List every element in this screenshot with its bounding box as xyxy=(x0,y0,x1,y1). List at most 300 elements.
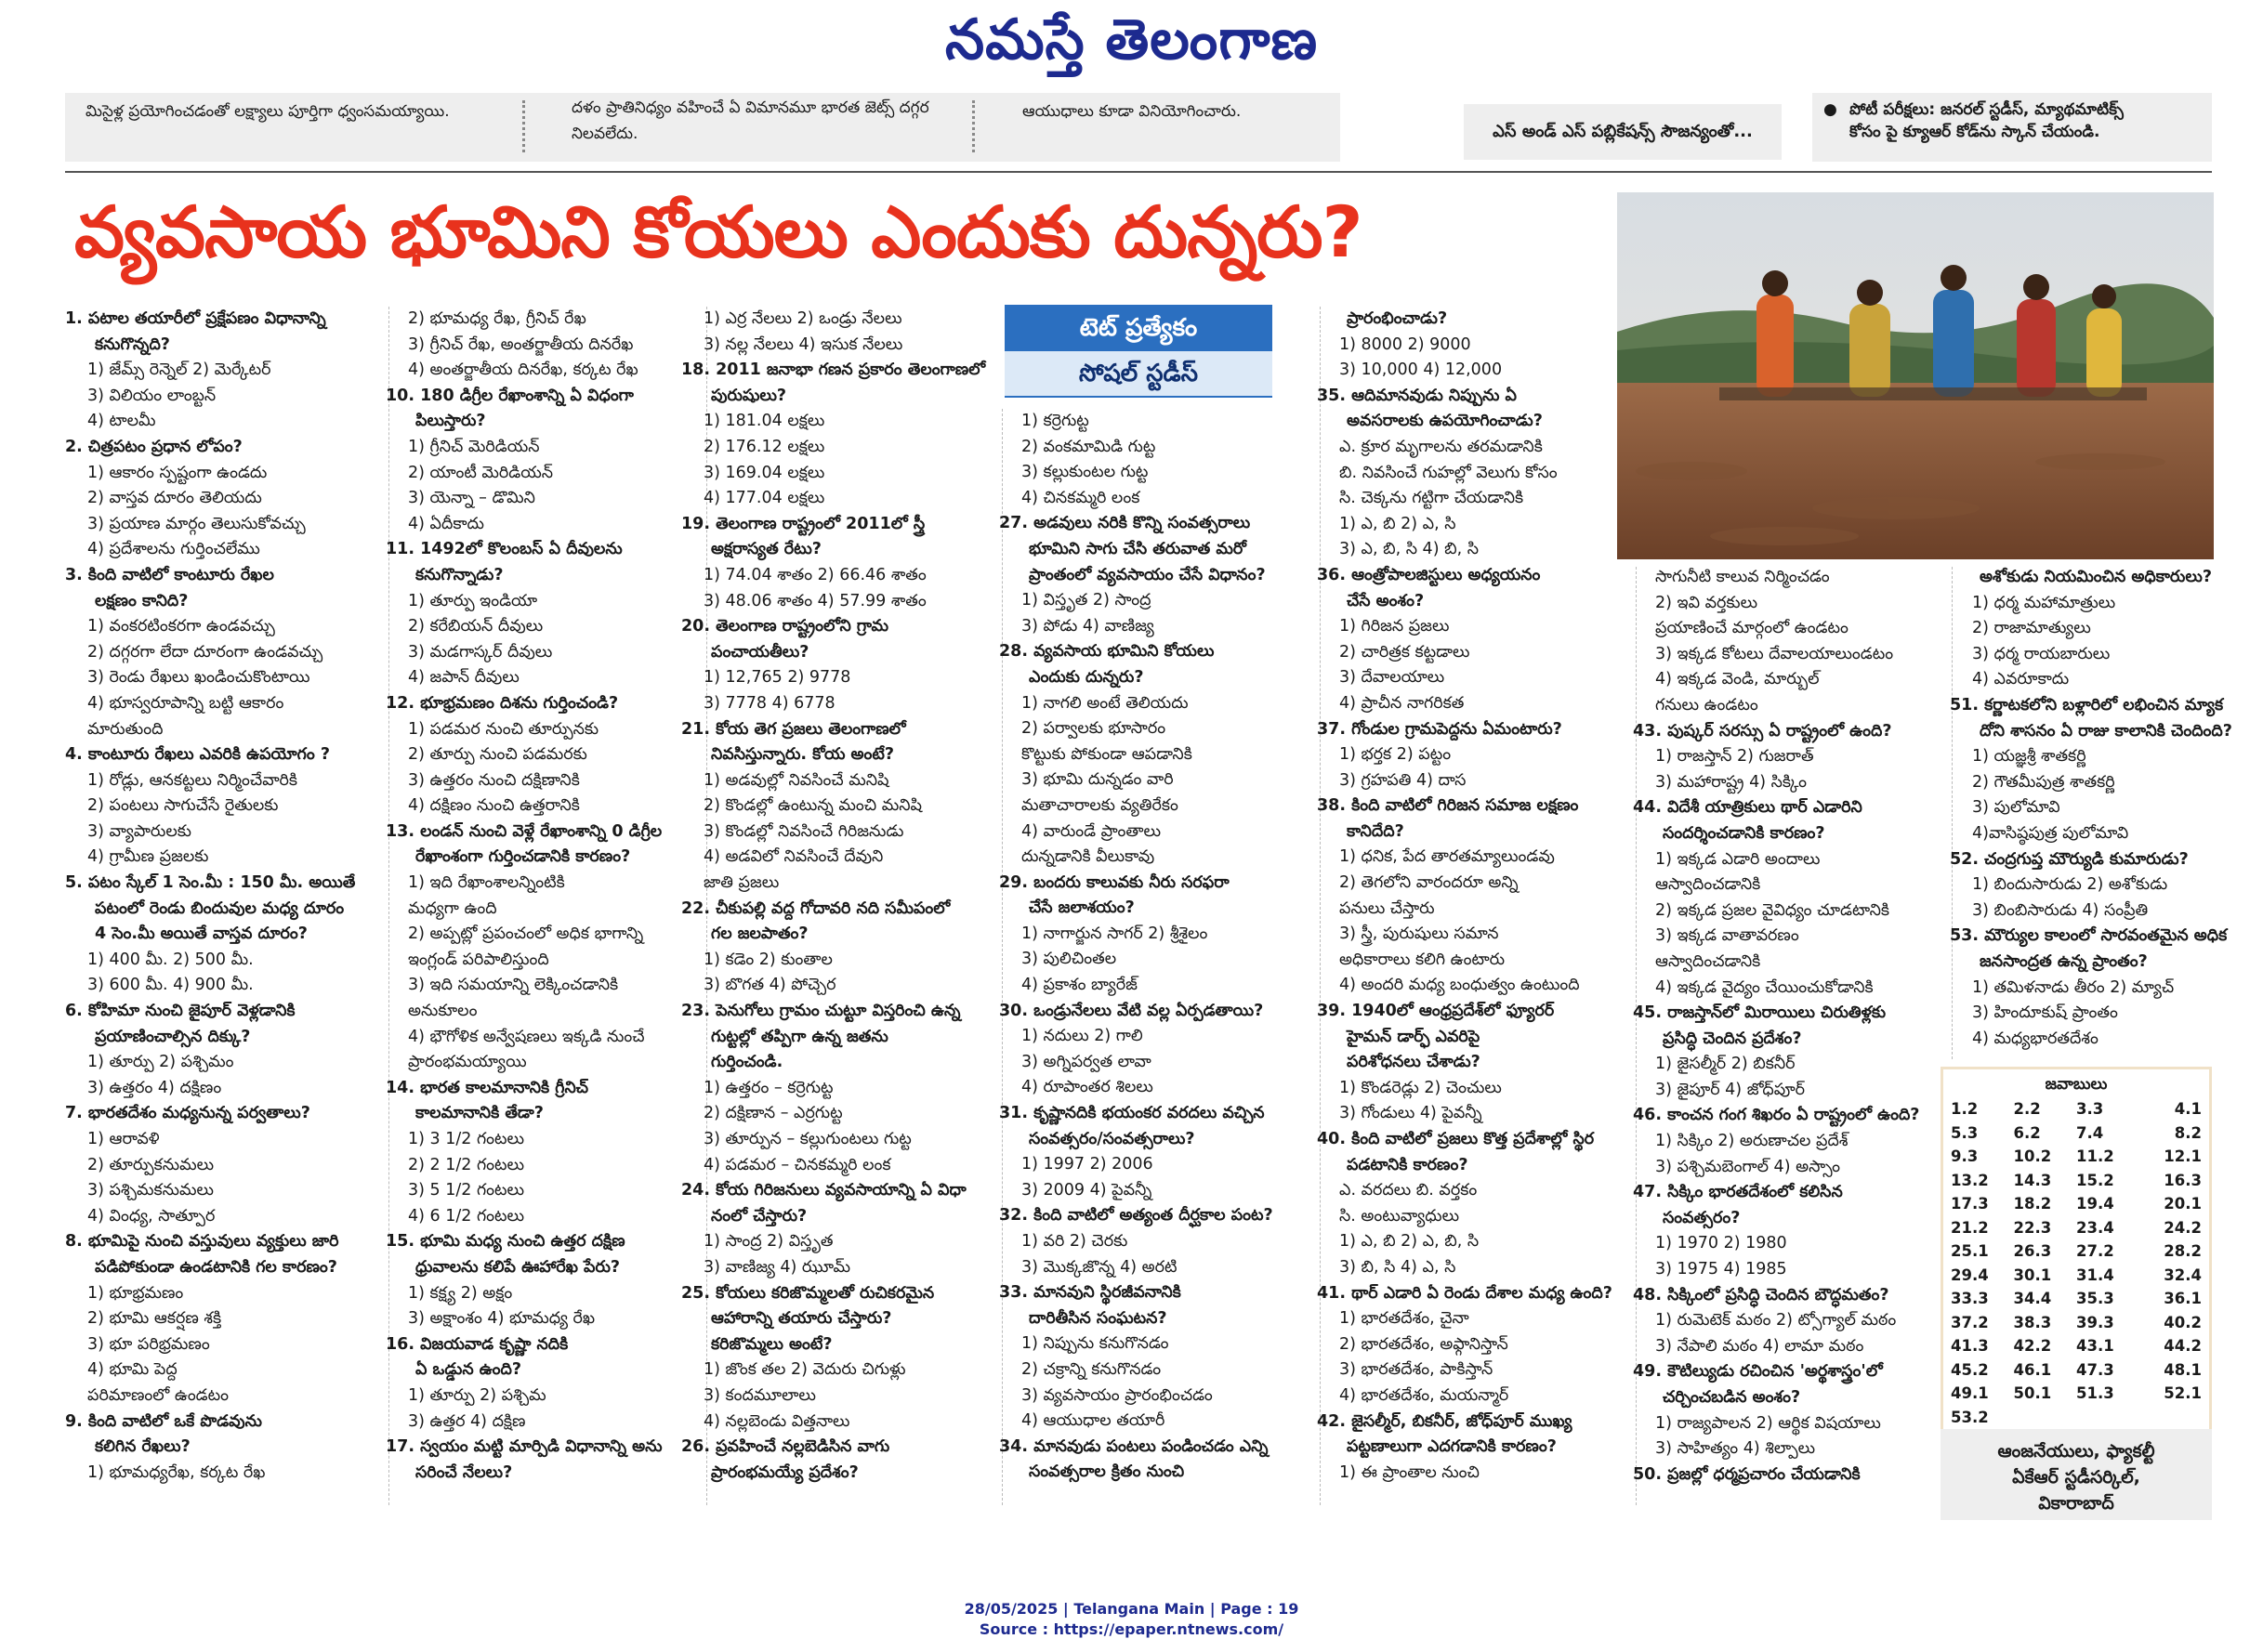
answer-option: 3) ప్రయాణ మార్గం తెలుసుకోవచ్చు xyxy=(87,514,306,533)
answer-option: 2) దక్షిణాన – ఎర్రగుట్ట xyxy=(704,1104,843,1123)
answer-option: 3) ఇది సమయాన్ని లెక్కించడానికి xyxy=(408,976,619,995)
answer-entry: 16.3 xyxy=(2164,1171,2202,1189)
answer-option: 1) రాజ్యపాలన 2) ఆర్థిక విషయాలు xyxy=(1655,1413,1881,1433)
question-text: ఒండ్రునేలలు వేటి వల్ల ఏర్పడతాయి? xyxy=(1033,1001,1264,1020)
question-column-7 xyxy=(1950,565,2232,1052)
question-text: చేసే అంశం? xyxy=(1347,591,1425,610)
answer-option: 3) భారతదేశం, పాకిస్తాన్ xyxy=(1339,1360,1493,1380)
question-text: సందర్శించడానికి కారణం? xyxy=(1663,823,1825,843)
top-strip xyxy=(65,93,2212,162)
question-column-4 xyxy=(999,409,1320,1486)
question-number: 6. xyxy=(65,1002,88,1021)
answer-entry: 28.2 xyxy=(2164,1242,2202,1260)
answer-option: 2) చక్రాన్ని కనుగొనడం xyxy=(1021,1359,1162,1379)
question-text: కోయ తెగ ప్రజలు తెలంగాణలో xyxy=(716,719,906,739)
answer-option: 1) 12,765 2) 9778 xyxy=(704,668,851,688)
question xyxy=(1317,717,1638,743)
author-place: వికారాబాద్ xyxy=(2038,1493,2114,1514)
question-column-6 xyxy=(1633,565,1954,1488)
answer-option: 3) 48.06 శాతం 4) 57.99 శాతం xyxy=(704,591,927,610)
answer-option: 1) తమిళనాడు తీరం 2) మ్యాచ్ xyxy=(1972,977,2175,997)
question-text: కరిజొమ్మలు అంటే? xyxy=(711,1334,833,1354)
question-text: పటాల తయారీలో ప్రక్షేపణం విధానాన్ని xyxy=(87,309,326,328)
question-text: 4 సెం.మీ అయితే వాస్తవ దూరం? xyxy=(95,924,308,944)
answer-option: 1) ఆరావళి xyxy=(87,1130,160,1148)
question-text: భూమిపై నుంచి వస్తువులు వ్యక్తులు జారి xyxy=(87,1232,339,1252)
answer-option: 1) నదులు 2) గాలి xyxy=(1021,1027,1143,1046)
question-text: ఆంత్రోపాలజిస్టులు అధ్యయనం xyxy=(1351,565,1541,584)
question-text: పడటానికి కారణం? xyxy=(1347,1155,1468,1174)
answer-option: కొట్టుకు పోకుండా ఆపడానికి xyxy=(1021,744,1192,764)
question xyxy=(65,1409,386,1436)
question-text: రాజస్తాన్‌లో మిరాయిలు చిరుతిళ్లకు xyxy=(1667,1003,1887,1023)
top-strip-col3: ఆయుధాలు కూడా వినియోగించారు. xyxy=(1022,102,1242,121)
answer-option: 3) 2009 4) పైవన్నీ xyxy=(1021,1180,1152,1200)
answer-option: 1) ఎ, బి 2) ఎ, బి, సి xyxy=(1339,1232,1480,1252)
question xyxy=(65,563,386,589)
question-number: 16. xyxy=(386,1334,421,1354)
question-text: నివసిస్తున్నారు. కోయ అంటే? xyxy=(711,745,895,765)
question-text: చేసే జలాశయం? xyxy=(1029,898,1135,918)
answer-option: 1) జేమ్స్ రెన్నెల్ 2) మెర్కేటర్ xyxy=(87,361,271,380)
question-number: 40. xyxy=(1317,1130,1352,1148)
question-number: 18. xyxy=(681,361,717,380)
answer-option: గనులు ఉండటం xyxy=(1655,695,1758,715)
answer-option: 3) 7778 4) 6778 xyxy=(704,693,835,713)
answer-entry: 15.2 xyxy=(2076,1171,2114,1189)
answer-option: 1) రుమెటెక్ మఠం 2) ట్సోగ్యాల్ మఠం xyxy=(1655,1311,1897,1331)
question-number: 52. xyxy=(1950,849,1985,869)
answer-option: 3) ఉత్తరం 4) దక్షిణం xyxy=(87,1078,222,1097)
question-text: కాంటూరు రేఖలు ఎవరికి ఉపయోగం ? xyxy=(87,745,330,765)
question-number: 37. xyxy=(1317,719,1352,739)
question xyxy=(681,614,1002,640)
answer-option: 4) భూస్వరూపాన్ని బట్టి ఆకారం xyxy=(87,693,284,713)
question xyxy=(386,1332,706,1358)
answer-entry: 26.3 xyxy=(2013,1242,2052,1260)
answer-entry: 53.2 xyxy=(1951,1408,1989,1426)
answer-option: ఆస్వాదించడానికి xyxy=(1655,951,1761,971)
answer-entry: 10.2 xyxy=(2013,1147,2052,1165)
answer-entry: 48.1 xyxy=(2164,1360,2202,1379)
question-text: మౌర్యుల కాలంలో సారవంతమైన అధిక xyxy=(1984,926,2228,946)
question-text: అడవులు నరికి కొన్ని సంవత్సరాలు xyxy=(1033,514,1251,533)
answer-option: 4) చినకమ్మరి లంక xyxy=(1021,488,1140,507)
answer-option: 1) ఇది రేఖాంశాలన్నింటికి xyxy=(408,873,565,893)
answer-option: 1) బిందుసారుడు 2) అశోకుడు xyxy=(1972,875,2168,895)
question-text: బందరు కాలువకు నీరు సరఫరా xyxy=(1033,872,1230,892)
answer-option: 4) 6 1/2 గంటలు xyxy=(408,1206,524,1226)
question-number: 1. xyxy=(65,309,88,328)
answer-option: సి. చెక్కను గట్టిగా చేయడానికి xyxy=(1339,489,1524,508)
question-number: 12. xyxy=(386,693,421,713)
answer-entry: 32.4 xyxy=(2164,1265,2202,1284)
answer-option: 2) తూర్పు నుంచి పడమరకు xyxy=(408,745,587,765)
question-text: కోహిమా నుంచి జైపూర్ వెళ్లడానికి xyxy=(87,1002,296,1021)
answer-option: 3) ఇక్కడ వాతావరణం xyxy=(1655,926,1799,946)
answer-option: 3) గ్రీనిచ్ రేఖ, అంతర్జాతీయ దినరేఖ xyxy=(408,334,634,354)
answer-option: 2) తెగలోని వారందరూ అన్ని xyxy=(1339,873,1519,893)
question-text: పట్టణాలుగా ఎదగడానికి కారణం? xyxy=(1347,1437,1557,1457)
answer-option: 4) అంతర్జాతీయ దినరేఖ, కర్కట రేఖ xyxy=(408,361,638,380)
answer-entry: 5.3 xyxy=(1951,1123,1979,1142)
answer-entry: 22.3 xyxy=(2013,1218,2052,1237)
answer-option: 1) సిక్కిం 2) అరుణాచల ప్రదేశ్ xyxy=(1655,1132,1849,1151)
answer-entry: 11.2 xyxy=(2076,1147,2114,1165)
answer-entry: 20.1 xyxy=(2164,1195,2202,1213)
question-number: 33. xyxy=(999,1283,1034,1303)
answer-entry: 46.1 xyxy=(2013,1360,2052,1379)
answer-option: 1) గ్రీనిచ్ మెరిడియన్ xyxy=(408,437,540,456)
question-text: 2011 జనాభా గణన ప్రకారం తెలంగాణలో xyxy=(716,361,986,380)
answer-option: 1) నిప్పును కనుగొనడం xyxy=(1021,1334,1169,1354)
answer-option: 3) పశ్చిమబెంగాల్ 4) అస్సాం xyxy=(1655,1157,1841,1176)
answer-option: 1) 400 మీ. 2) 500 మీ. xyxy=(87,950,254,969)
answer-option: 4) ఇక్కడ వైద్యం చేయించుకోడానికి xyxy=(1655,977,1874,997)
question-number: 39. xyxy=(1317,1002,1352,1021)
answer-option: 2) 176.12 లక్షలు xyxy=(704,437,825,456)
question xyxy=(1950,924,2228,950)
question-number: 5. xyxy=(65,873,88,893)
footer-date: 28/05/2025 | Telangana Main | Page : 19 xyxy=(964,1600,1299,1618)
author-institute: ఏకేఆర్ స్టడీసర్కిల్, xyxy=(2012,1467,2140,1488)
answer-option: 3) బింబిసారుడు 4) సంప్రీతి xyxy=(1972,900,2149,920)
question-number: 41. xyxy=(1317,1283,1352,1303)
top-strip-col1: మిసైళ్ల ప్రయోగించడంతో లక్ష్యాలు పూర్తిగా ధ్వంసమయ్యాయి. xyxy=(86,102,450,121)
answer-option: 3) విలియం లాంబ్టన్ xyxy=(87,386,217,405)
question xyxy=(1633,1462,1954,1488)
answer-entry: 41.3 xyxy=(1951,1337,1989,1355)
answer-entry: 35.3 xyxy=(2076,1290,2114,1307)
question-text: లక్షణం కానిది? xyxy=(95,591,189,610)
question-text: అశోకుడు నియమించిన అధికారులు? xyxy=(1980,568,2212,586)
separator xyxy=(972,100,977,152)
question-text: ప్రజల్లో ధర్మప్రచారం చేయడానికి xyxy=(1667,1464,1861,1484)
answer-option: 4) గ్రామీణ ప్రజలకు xyxy=(87,847,209,867)
question-number: 29. xyxy=(999,872,1034,892)
question-text: భారత కాలమానానికి గ్రీనిచ్ xyxy=(420,1078,589,1097)
question-text: థార్ ఎడారి ఏ రెండు దేశాల మధ్య ఉంది? xyxy=(1351,1283,1612,1303)
author-credit xyxy=(1941,1429,2212,1520)
answer-entry: 9.3 xyxy=(1951,1147,1979,1165)
question-text: పంచాయతీలు? xyxy=(711,642,809,662)
answer-option: 3) బొగత 4) పోచ్చెర xyxy=(704,976,836,995)
question-text: పుష్కర్ సరస్సు ఏ రాష్ట్రంలో ఉంది? xyxy=(1667,721,1892,741)
question xyxy=(681,512,1002,538)
question-text: నంలో చేస్తారు? xyxy=(711,1206,808,1226)
question-number: 45. xyxy=(1633,1003,1668,1023)
question-number: 17. xyxy=(386,1437,421,1457)
question-text: పిలుస్తారు? xyxy=(415,412,486,431)
question xyxy=(65,1101,386,1127)
answer-entry: 34.4 xyxy=(2013,1290,2052,1307)
question-number: 2. xyxy=(65,437,88,456)
question xyxy=(1317,563,1638,589)
question-text: కింది వాటిలో ప్రజలు కొత్త ప్రదేశాల్లో స్థిర xyxy=(1351,1130,1595,1148)
answer-entry: 4.1 xyxy=(2174,1100,2202,1118)
question-number: 4. xyxy=(65,745,88,765)
question-text: గుర్తించండి. xyxy=(711,1053,783,1072)
top-strip-qr-note xyxy=(1812,93,2212,162)
answer-option: 1) కక్ష్య 2) అక్షం xyxy=(408,1283,513,1303)
answer-option: 1) తూర్పు 2) పశ్చిమం xyxy=(87,1053,234,1072)
answer-entry: 49.1 xyxy=(1951,1384,1989,1402)
question-text: కాలమానానికి తేడా? xyxy=(415,1104,544,1123)
answer-entry: 18.2 xyxy=(2013,1195,2052,1213)
question-text: సరించే నేలలు? xyxy=(415,1462,513,1482)
question-text: గుట్టల్లో తప్పిగా ఉన్న జతను xyxy=(711,1027,888,1046)
answer-option: బి. నివసించే గుహల్లో వెలుగు కోసం xyxy=(1339,463,1558,482)
answer-option: ఇంగ్లండ్ పరిపాలిస్తుంది xyxy=(408,950,549,969)
answer-option: 3) భూ పరిభ్రమణం xyxy=(87,1334,210,1354)
question xyxy=(681,1178,1002,1204)
question-text: భారతదేశం మధ్యనున్న పర్వతాలు? xyxy=(87,1104,310,1123)
answer-option: 4) వారుండే ప్రాంతాలు xyxy=(1021,821,1161,841)
answer-option: 2) దగ్గరగా లేదా దూరంగా ఉండవచ్చు xyxy=(87,642,323,662)
answer-key-title: జవాబులు xyxy=(2045,1075,2108,1094)
question-number: 13. xyxy=(386,821,421,841)
answer-option: మధ్యగా ఉంది xyxy=(408,898,497,918)
answer-entry: 24.2 xyxy=(2164,1218,2202,1237)
answer-option: 1) గిరిజన ప్రజలు xyxy=(1339,617,1450,636)
question-text: చంద్రగుప్త మౌర్యుడి కుమారుడు? xyxy=(1984,849,2189,869)
question-text: జైసల్మీర్, బికనీర్, జోధ్‌పూర్ ముఖ్య xyxy=(1351,1411,1572,1431)
question-number: 20. xyxy=(681,617,717,636)
question-text: కర్ణాటకలోని బళ్లారిలో లభించిన మ్యాక xyxy=(1984,695,2224,715)
answer-entry: 17.3 xyxy=(1951,1195,1989,1213)
answer-option: 4) ప్రాచీన నాగరికత xyxy=(1339,693,1465,713)
question xyxy=(1633,1103,1954,1129)
answer-option: 3) పశ్చిమకనుమలు xyxy=(87,1181,214,1200)
question-text: ధ్రువాలను కలిపే ఊహారేఖ పేరు? xyxy=(415,1257,621,1277)
question-text: కింది వాటిలో కాంటూరు రేఖల xyxy=(87,565,274,584)
answer-option: 3) గ్రహపతి 4) దాస xyxy=(1339,770,1467,790)
question-text: కానిదేది? xyxy=(1347,821,1404,841)
answer-option: 3) ధర్మ రాయబారులు xyxy=(1972,644,2111,663)
answer-option: 4) ఎవరూకాదు xyxy=(1972,670,2070,689)
question-text: పురుషులు? xyxy=(711,386,787,405)
answer-option: 4) ఆయుధాల తయారీ xyxy=(1021,1411,1165,1431)
answer-option: 3) వ్యవసాయం ప్రారంభించడం xyxy=(1021,1385,1213,1405)
answer-option: 2) పర్వాలకు భూసారం xyxy=(1021,719,1166,739)
answer-option: 3) అక్షాంశం 4) భూమధ్య రేఖ xyxy=(408,1309,596,1329)
question xyxy=(999,1435,1320,1461)
answer-option: 2) 2 1/2 గంటలు xyxy=(408,1155,524,1174)
question-number: 26. xyxy=(681,1437,717,1457)
question-text: ప్రారంభమయ్యే ప్రదేశం? xyxy=(711,1462,859,1482)
answer-option: 4) రూపాంతర శిలలు xyxy=(1021,1078,1153,1097)
question-text: కృష్ణానదికి భయంకర వరదలు వచ్చిన xyxy=(1033,1104,1265,1123)
question-text: హైమన్ డార్ఫ్ ఎవరిపై xyxy=(1347,1027,1480,1046)
answer-option: 1) జొంక తల 2) వెదురు చిగుళ్లు xyxy=(704,1360,906,1380)
answer-option: 1) జైసల్మీర్ 2) బికనీర్ xyxy=(1655,1055,1796,1074)
answer-option: 1) ధర్మ మహామాత్రులు xyxy=(1972,593,2116,612)
question xyxy=(681,1281,1002,1307)
answer-option: 1) భారతదేశం, చైనా xyxy=(1339,1309,1469,1329)
answer-option: 1) రాజస్తాన్ 2) గుజరాత్ xyxy=(1655,747,1814,767)
question-number: 42. xyxy=(1317,1411,1352,1431)
question xyxy=(386,1229,706,1255)
question-column-3 xyxy=(681,307,1002,1486)
question-text: జనసాంద్రత ఉన్న ప్రాంతం? xyxy=(1980,951,2148,971)
answer-option: 4) భారతదేశం, మయన్మార్ xyxy=(1339,1385,1509,1405)
answer-option: 3) ఉత్తర 4) దక్షిణ xyxy=(408,1411,526,1431)
answer-entry: 52.1 xyxy=(2164,1384,2202,1402)
question-text: తెలంగాణ రాష్ట్రంలోని గ్రామ xyxy=(716,617,888,636)
answer-option: 2) చారిత్రక కట్టడాలు xyxy=(1339,642,1470,662)
question-text: గోండుల గ్రామపెద్దను ఏమంటారు? xyxy=(1351,719,1562,739)
answer-entry: 44.2 xyxy=(2164,1337,2202,1355)
question-text: విదేశీ యాత్రికులు థార్ ఎడారిని xyxy=(1667,798,1862,818)
question-number: 47. xyxy=(1633,1183,1668,1202)
answer-option: మతాచారాలకు వ్యతిరేకం xyxy=(1021,795,1178,815)
answer-option: ఎ. వరదలు బి. వర్తకం xyxy=(1339,1181,1478,1200)
question-text: సంవత్సరం? xyxy=(1663,1208,1741,1227)
answer-option: 1) ఎర్ర నేలలు 2) ఒండ్రు నేలలు xyxy=(704,309,902,328)
answer-option: 1) కొండరెడ్లు 2) చెంచులు xyxy=(1339,1078,1502,1097)
question xyxy=(386,1076,706,1102)
question xyxy=(999,639,1320,665)
answer-option: 1) ఎ, బి 2) ఎ, సి xyxy=(1339,514,1456,533)
question-text: 1492లో కొలంబస్ ఏ దీవులను xyxy=(420,540,623,559)
question xyxy=(999,511,1320,537)
answer-option: ఆస్వాదించడానికి xyxy=(1655,875,1761,895)
answer-entry: 42.2 xyxy=(2013,1337,2052,1355)
top-strip-col2a: దళం ప్రాతినిధ్యం వహించే ఏ విమానమూ భారత జెట్స్ దగ్గర xyxy=(572,98,929,117)
answer-entry: 23.4 xyxy=(2076,1218,2114,1237)
question-text: ప్రసిద్ధి చెందిన ప్రదేశం? xyxy=(1663,1029,1802,1048)
question xyxy=(386,819,706,846)
question-text: సిక్కింలో ప్రసిద్ధి చెందిన బౌద్ధమతం? xyxy=(1667,1285,1889,1305)
answer-option: 3) ఇక్కడ కోటలు దేవాలయాలుండటం xyxy=(1655,644,1894,663)
answer-option: 3) కల్లుకుంటల గుట్ట xyxy=(1021,463,1149,482)
qr-note-line1: ● పోటీ పరీక్షలు: జనరల్ స్టడీస్, మ్యాథమాటిక్స్ xyxy=(1823,100,2124,119)
top-strip-col2b: నిలవలేదు. xyxy=(572,125,638,143)
answer-option: 3) పోడు 4) వాణిజ్య xyxy=(1021,616,1154,636)
answer-entry: 21.2 xyxy=(1951,1218,1989,1237)
answer-entry: 38.3 xyxy=(2013,1313,2052,1331)
answer-option: 3) రెండు రేఖలు ఖండించుకొంటాయి xyxy=(87,668,310,688)
question xyxy=(1317,999,1638,1025)
answer-option: 2) ఇవి వర్తకులు xyxy=(1655,593,1758,612)
question-column-2 xyxy=(386,307,706,1486)
answer-option: 4) ప్రకాశం బ్యారేజ్ xyxy=(1021,976,1138,995)
question-text: ఏ ఒడ్డున ఉంది? xyxy=(415,1360,522,1380)
answer-option: 1) ఇక్కడ ఎడారి అందాలు xyxy=(1655,849,1821,869)
question-number: 31. xyxy=(999,1104,1034,1123)
answer-option: 3) అగ్నిపర్వత లావా xyxy=(1021,1052,1151,1071)
question-column-5 xyxy=(1317,307,1638,1486)
answer-option: 2) కరేబియన్ దీవులు xyxy=(408,617,544,636)
farm-field-image xyxy=(1617,192,2214,559)
answer-option: 1) వంకరటింకరగా ఉండవచ్చు xyxy=(87,617,275,636)
question xyxy=(1317,1127,1638,1153)
answer-option: 1) కడెం 2) కుంతాల xyxy=(704,950,833,969)
question xyxy=(1317,793,1638,819)
question-text: ప్రయాణించాల్సిన దిక్కు? xyxy=(95,1027,251,1046)
answer-option: 3) సాహిత్యం 4) శిల్పాలు xyxy=(1655,1439,1816,1459)
answer-option: 3) తూర్పున – కల్లుగుంటలు గుట్ట xyxy=(704,1130,912,1148)
answer-option: 4) భౌగోళిక అన్వేషణలు ఇక్కడి నుంచే xyxy=(408,1027,645,1046)
answer-option: 1) నాగలి అంటే తెలియదు xyxy=(1021,693,1189,713)
answer-entry: 45.2 xyxy=(1951,1360,1989,1379)
question-number: 49. xyxy=(1633,1362,1668,1382)
question-text: మానవుడు పంటలు పండించడం ఎన్ని xyxy=(1033,1436,1269,1456)
question-text: పటం స్కేల్ 1 సెం.మీ : 150 మీ. అయితే xyxy=(87,873,356,893)
answer-option: 2) అప్పట్లో ప్రపంచంలో అధిక భాగాన్ని xyxy=(408,924,644,944)
answer-option: 3) జైపూర్ 4) జోధ్‌పూర్ xyxy=(1655,1080,1805,1099)
answer-option: 3) కొండల్లో నివసించే గిరిజనుడు xyxy=(704,821,904,841)
answer-option: 1) రోడ్లు, ఆనకట్టలు నిర్మించేవారికి xyxy=(87,770,298,790)
section-badge xyxy=(1005,305,1272,398)
badge-social-studies: సోషల్ స్టడీస్ xyxy=(1005,351,1272,398)
question-number: 36. xyxy=(1317,565,1352,584)
qr-note-line2: కోసం పై క్యూఆర్ కోడ్‌ను స్కాన్ చేయండి. xyxy=(1849,123,2100,141)
question-text: కాంచన గంగ శిఖరం ఏ రాష్ట్రంలో ఉంది? xyxy=(1667,1106,1920,1125)
answer-option: 1) ఆకారం స్పష్టంగా ఉండదు xyxy=(87,463,268,482)
answer-option: 3) వాణిజ్య 4) ఝూమ్ xyxy=(704,1257,850,1277)
question xyxy=(386,537,706,563)
answer-entry: 13.2 xyxy=(1951,1171,1989,1189)
question-text: కోయలు కరిజొమ్మలతో రుచికరమైన xyxy=(716,1283,935,1303)
question-number: 23. xyxy=(681,1002,717,1021)
question-number: 34. xyxy=(999,1436,1034,1456)
question-number: 35. xyxy=(1317,386,1352,405)
answer-option: 1) సాంద్ర 2) విస్తృత xyxy=(704,1232,834,1252)
answer-option: 1) యజ్ఞశ్రీ శాతకర్ణి xyxy=(1972,747,2086,767)
question xyxy=(681,897,1002,923)
question-text: ప్రాంతంలో వ్యవసాయం చేసే విధానం? xyxy=(1029,565,1266,584)
masthead-title: నమస్తే తెలంగాణ xyxy=(944,7,1319,72)
question-text: ఆదిమానవుడు నిప్పును ఏ xyxy=(1351,386,1517,405)
question-number: 32. xyxy=(999,1206,1034,1226)
question-text: లండన్ నుంచి వెళ్లే రేఖాంశాన్ని 0 డిగ్రీల xyxy=(420,821,663,841)
answer-entry xyxy=(2076,1406,2139,1430)
question xyxy=(65,307,386,333)
author-name: ఆంజనేయులు, ఫ్యాకల్టీ xyxy=(1997,1441,2155,1462)
question-number: 44. xyxy=(1633,798,1668,818)
question-text: అక్షరాస్యత రేటు? xyxy=(711,540,822,559)
question-number: 30. xyxy=(999,1001,1034,1020)
answer-entry: 6.2 xyxy=(2013,1123,2041,1142)
question-text: పెనుగోలు గ్రామం చుట్టూ విస్తరించి ఉన్న xyxy=(716,1002,961,1021)
question xyxy=(1317,1409,1638,1436)
answer-option: 1) పడమర నుంచి తూర్పునకు xyxy=(408,719,599,739)
answer-entry: 40.2 xyxy=(2164,1313,2202,1331)
question-number: 28. xyxy=(999,642,1034,662)
question-text: భూభ్రమణం దిశను గుర్తించండి? xyxy=(420,693,619,713)
answer-option: 4) ఏదీకాదు xyxy=(408,514,484,533)
question xyxy=(1317,384,1638,410)
answer-option: 2) వాస్తవ దూరం తెలియదు xyxy=(87,489,262,508)
answer-entry: 14.3 xyxy=(2013,1171,2052,1189)
question-text: 1940లో ఆంధ్రప్రదేశ్‌లో ఫ్యూరర్ xyxy=(1351,1002,1555,1021)
question-number: 22. xyxy=(681,898,717,918)
answer-option: 4) అందరి మధ్య బంధుత్వం ఉంటుంది xyxy=(1339,976,1580,995)
answer-entry: 51.3 xyxy=(2076,1384,2114,1402)
answer-option: 3) వ్యాపారులకు xyxy=(87,821,191,841)
answer-option: 3) 5 1/2 గంటలు xyxy=(408,1181,524,1200)
question xyxy=(1950,693,2224,719)
answer-option: మారుతుంది xyxy=(87,719,164,739)
question-text: ఎందుకు దున్నరు? xyxy=(1029,667,1144,687)
question-text: కోయ గిరిజనులు వ్యవసాయాన్ని ఏ విధా xyxy=(716,1181,967,1200)
question xyxy=(999,1203,1320,1229)
answer-option: 1) విస్తృత 2) సాంద్ర xyxy=(1021,591,1151,610)
answer-entry: 30.1 xyxy=(2013,1265,2052,1284)
masthead xyxy=(0,7,2263,85)
answer-entry xyxy=(2014,1406,2077,1430)
